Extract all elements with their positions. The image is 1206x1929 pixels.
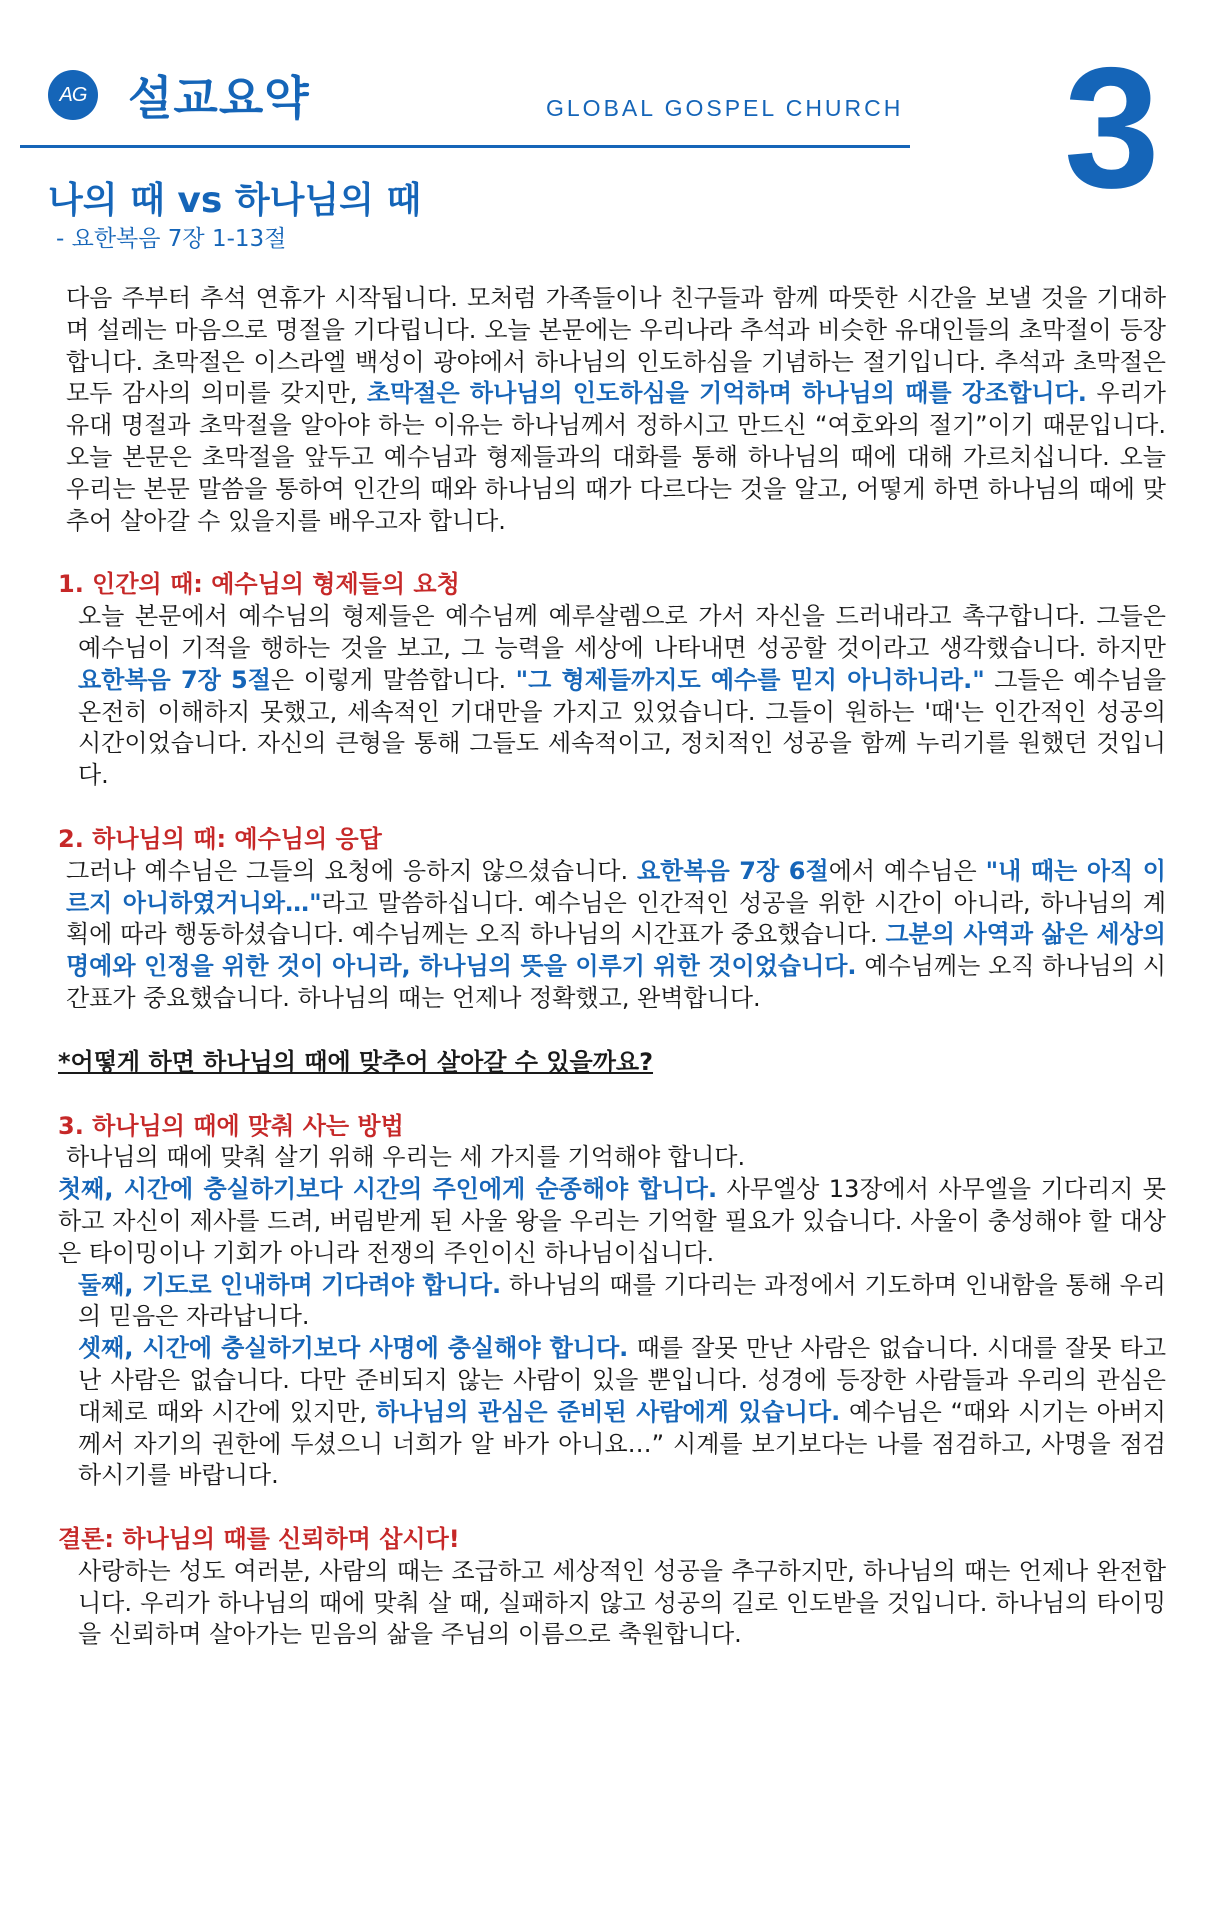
section2-ref: 요한복음 7장 6절 <box>636 856 829 885</box>
point2-heading: 둘째, 기도로 인내하며 기다려야 합니다. <box>78 1270 502 1299</box>
issue-number: 3 <box>1064 32 1160 224</box>
section2-text-2: 에서 예수님은 <box>828 856 986 885</box>
intro-paragraph <box>58 283 1166 537</box>
section2-text-4: 예수님께는 오직 하나님의 시간표가 중요했습니다. 하나님의 때는 언제나 정확했고, 완벽합니다. <box>66 952 1166 1012</box>
section3-intro: 하나님의 때에 맞춰 살기 위해 우리는 세 가지를 기억해야 합니다. <box>66 1143 746 1172</box>
page-header-title: 설교요약 <box>128 71 310 125</box>
section3-point-2 <box>58 1270 1166 1334</box>
section2-text-3: 라고 말씀하십니다. 예수님은 인간적인 성공을 위한 시간이 아니라, 하나님의 계획에 따라 행동하셨습니다. 예수님께는 오직 하나님의 시간표가 중요했습니다. <box>66 888 1167 949</box>
section1-heading: 1. 인간의 때: 예수님의 형제들의 요청 <box>58 570 460 599</box>
section3-point-1 <box>58 1174 1166 1269</box>
intro-text-2: 우리가 유대 명절과 초막절을 알아야 하는 이유는 하나님께서 정하시고 만드신 “여호와의 절기”이기 때문입니다. 오늘 본문은 초막절을 앞두고 예수님과 형제들과의 대화를 통해 하나님의 때에 대해 가르치십니다. 오늘 우리는 본문 말씀을 통하여 인간의 때와 하나님의 때가 다르다는 것을 알고, 어떻게 하면 하나님의 때에 맞추어 살아갈 수 있을지를 배우고자 합니다. <box>66 379 1166 535</box>
point1-text: 사무엘상 13장에서 사무엘을 기다리지 못하고 자신이 제사를 드려, 버림받게 된 사울 왕을 우리는 기억할 필요가 있습니다. 사울이 충성해야 할 대상은 타이밍이나 기회가 아니라 전쟁의 주인이신 하나님이십니다. <box>58 1175 1166 1267</box>
section1-text-3: 그들은 예수님을 온전히 이해하지 못했고, 세속적인 기대만을 가지고 있었습니다. 그들이 원하는 '때'는 인간적인 성공의 시간이었습니다. 자신의 큰형을 통해 그들도 세속적이고, 정치적인 성공을 함께 누리기를 원했던 것입니다. <box>78 665 1166 790</box>
church-logo <box>48 70 98 120</box>
scripture-passage: - 요한복음 7장 1-13절 <box>56 226 287 252</box>
section1-paragraph <box>58 601 1166 792</box>
section2-text-1: 그러나 예수님은 그들의 요청에 응하지 않으셨습니다. <box>66 856 637 885</box>
section1-quote: "그 형제들까지도 예수를 믿지 아니하니라." <box>515 665 985 694</box>
intro-highlight: 초막절은 하나님의 인도하심을 기억하며 하나님의 때를 강조합니다. <box>366 379 1087 408</box>
point3-heading: 셋째, 시간에 충실하기보다 사명에 충실해야 합니다. <box>78 1334 629 1363</box>
section1-ref: 요한복음 7장 5절 <box>78 665 271 694</box>
section3-point-3 <box>58 1333 1166 1492</box>
intro-text-1: 다음 주부터 추석 연휴가 시작됩니다. 모처럼 가족들이나 친구들과 함께 따뜻한 시간을 보낼 것을 기대하며 설레는 마음으로 명절을 기다립니다. 오늘 본문에는 우리나라 추석과 비슷한 유대인들의 초막절이 등장합니다. 초막절은 이스라엘 백성이 광야에서 하나님의 인도하심을 기념하는 절기입니다. 추석과 초막절은 모두 감사의 의미를 갖지만, <box>66 284 1166 408</box>
question-line: *어떻게 하면 하나님의 때에 맞추어 살아갈 수 있을까요? <box>58 1047 654 1076</box>
section1-text-2: 은 이렇게 말씀합니다. <box>270 665 516 694</box>
section2-heading: 2. 하나님의 때: 예수님의 응답 <box>58 824 382 853</box>
sermon-body <box>58 283 1166 1651</box>
point1-heading: 첫째, 시간에 충실하기보다 시간의 주인에게 순종해야 합니다. <box>58 1175 718 1204</box>
point3-highlight: 하나님의 관심은 준비된 사람에게 있습니다. <box>375 1397 841 1426</box>
section2-highlight: 그분의 사역과 삶은 세상의 명예와 인정을 위한 것이 아니라, 하나님의 뜻을 이루기 위한 것이었습니다. <box>66 920 1166 981</box>
point3-text-2: 예수님은 “때와 시기는 아버지께서 자기의 권한에 두셨으니 너희가 알 바가 아니요…” 시계를 보기보다는 나를 점검하고, 사명을 점검하시기를 바랍니다. <box>78 1397 1166 1490</box>
section1-text-1: 오늘 본문에서 예수님의 형제들은 예수님께 예루살렘으로 가서 자신을 드러내라고 촉구합니다. 그들은 예수님이 기적을 행하는 것을 보고, 그 능력을 세상에 나타내면 성공할 것이라고 생각했습니다. 하지만 <box>78 602 1166 662</box>
logo-text: AG <box>59 83 87 106</box>
church-name: GLOBAL GOSPEL CHURCH <box>546 95 904 121</box>
conclusion-heading: 결론: 하나님의 때를 신뢰하며 삽시다! <box>58 1525 460 1554</box>
header-divider <box>20 145 910 148</box>
point3-text-1: 때를 잘못 만난 사람은 없습니다. 시대를 잘못 타고난 사람은 없습니다. 다만 준비되지 않는 사람이 있을 뿐입니다. 성경에 등장한 사람들과 우리의 관심은 대체로 때와 시간에 있지만, <box>78 1334 1167 1426</box>
point2-text: 하나님의 때를 기다리는 과정에서 기도하며 인내함을 통해 우리의 믿음은 자라납니다. <box>78 1270 1166 1331</box>
section3-heading: 3. 하나님의 때에 맞춰 사는 방법 <box>58 1111 404 1140</box>
sermon-title: 나의 때 vs 하나님의 때 <box>48 180 422 221</box>
conclusion-paragraph: 사랑하는 성도 여러분, 사람의 때는 조급하고 세상적인 성공을 추구하지만, 하나님의 때는 언제나 완전합니다. 우리가 하나님의 때에 맞춰 살 때, 실패하지 않고 성공의 길로 인도받을 것입니다. 하나님의 타이밍을 신뢰하며 살아가는 믿음의 삶을 주님의 이름으로 축원합니다. <box>78 1556 1166 1649</box>
section2-quote: "내 때는 아직 이르지 아니하였거니와…" <box>66 856 1166 917</box>
section2-paragraph <box>58 856 1166 1015</box>
